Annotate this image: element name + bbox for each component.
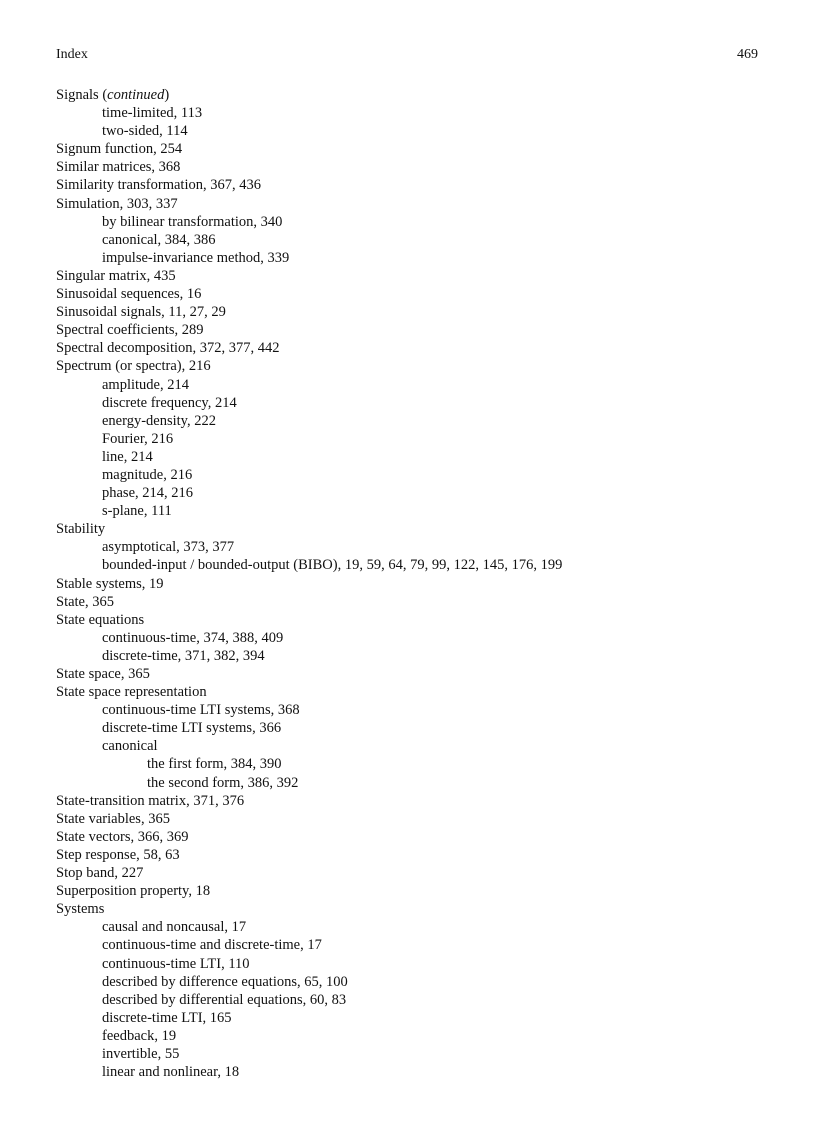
index-entry [56, 176, 776, 194]
index-entry [56, 285, 776, 303]
index-subentry [56, 448, 776, 466]
index-subentry [56, 502, 776, 520]
entry-text: time-limited, 113 [102, 105, 203, 122]
entry-text: the second form, 386, 392 [147, 774, 299, 791]
index-subentry [56, 918, 776, 936]
entry-text: Spectral decomposition, 372, 377, 442 [56, 340, 280, 357]
index-subentry [56, 249, 776, 267]
entry-text: Stop band, 227 [56, 865, 144, 882]
index-subentry [56, 737, 776, 755]
index-subentry [56, 484, 776, 502]
index-entry [56, 864, 776, 882]
entry-text: phase, 214, 216 [102, 485, 194, 502]
index-subentry [56, 955, 776, 973]
index-subentry [56, 556, 776, 574]
index-subentry [56, 973, 776, 991]
entry-text: State-transition matrix, 371, 376 [56, 792, 245, 809]
entry-text: Systems [56, 901, 105, 918]
entry-text: Spectrum (or spectra), 216 [56, 358, 211, 375]
entry-text: discrete-time, 371, 382, 394 [102, 647, 265, 664]
index-subentry [56, 1027, 776, 1045]
index-entry [56, 357, 776, 375]
entry-text: Sinusoidal sequences, 16 [56, 286, 202, 303]
entry-text: Stable systems, 19 [56, 575, 164, 592]
entry-text-suffix: ) [164, 87, 170, 103]
index-entry [56, 339, 776, 357]
index-subentry [56, 122, 776, 140]
entry-text: amplitude, 214 [102, 376, 189, 393]
entry-text: State equations [56, 611, 145, 628]
index-entry [56, 665, 776, 683]
entry-text: linear and nonlinear, 18 [102, 1064, 240, 1081]
entry-text: continuous-time, 374, 388, 409 [102, 629, 284, 646]
index-entry [56, 810, 776, 828]
index-entry [56, 575, 776, 593]
entry-text: discrete-time LTI systems, 366 [102, 720, 282, 737]
index-subentry [56, 1063, 776, 1081]
entry-text: canonical, 384, 386 [102, 231, 216, 248]
index-entry [56, 846, 776, 864]
entry-text: s-plane, 111 [102, 503, 172, 520]
index-entry [56, 158, 776, 176]
entry-text: described by difference equations, 65, 100 [102, 973, 348, 990]
entry-italic-text: continued [107, 87, 165, 103]
index-entry [56, 828, 776, 846]
entry-text: Spectral coefficients, 289 [56, 322, 204, 339]
entry-text: asymptotical, 373, 377 [102, 539, 235, 556]
entry-text: the first form, 384, 390 [147, 756, 282, 773]
index-subentry [56, 647, 776, 665]
entry-text: Similar matrices, 368 [56, 159, 181, 176]
index-subentry [56, 1045, 776, 1063]
index-subentry [56, 466, 776, 484]
index-entry [56, 303, 776, 321]
index-entry [56, 593, 776, 611]
entry-text: discrete-time LTI, 165 [102, 1009, 232, 1026]
index-entry [56, 683, 776, 701]
page-header [56, 47, 758, 67]
entry-text: Singular matrix, 435 [56, 267, 176, 284]
index-subentry [56, 412, 776, 430]
entry-text: line, 214 [102, 448, 153, 465]
running-head: Index [56, 47, 88, 62]
entry-text: State space, 365 [56, 666, 150, 682]
entry-text: bounded-input / bounded-output (BIBO), 19, 59, 64, 79, 99, 122, 145, 176, 199 [102, 557, 563, 574]
index-entry [56, 611, 776, 629]
entry-text: Superposition property, 18 [56, 883, 211, 900]
entry-text: continuous-time LTI, 110 [102, 955, 250, 972]
entry-text: State, 365 [56, 593, 114, 610]
index-subentry [56, 430, 776, 448]
index-entry [56, 86, 776, 104]
index-subentry [56, 991, 776, 1009]
index-entry-list [56, 86, 776, 1081]
entry-text: magnitude, 216 [102, 466, 193, 483]
entry-text: energy-density, 222 [102, 412, 216, 429]
index-entry [56, 792, 776, 810]
entry-text: Fourier, 216 [102, 430, 174, 447]
entry-text: continuous-time LTI systems, 368 [102, 702, 300, 719]
entry-text: Stability [56, 521, 106, 538]
index-subentry [56, 701, 776, 719]
entry-text: two-sided, 114 [102, 123, 188, 140]
index-subentry [56, 538, 776, 556]
entry-text: Sinusoidal signals, 11, 27, 29 [56, 304, 226, 321]
entry-text: canonical [102, 738, 158, 755]
index-subentry [56, 719, 776, 737]
index-entry [56, 900, 776, 918]
index-subentry [56, 104, 776, 122]
index-entry [56, 195, 776, 213]
index-subentry [56, 394, 776, 412]
index-entry [56, 267, 776, 285]
index-entry [56, 882, 776, 900]
entry-text: Similarity transformation, 367, 436 [56, 177, 261, 194]
entry-text: described by differential equations, 60, 83 [102, 991, 347, 1008]
index-entry [56, 520, 776, 538]
entry-text: causal and noncausal, 17 [102, 919, 247, 936]
index-entry [56, 140, 776, 158]
index-subentry [56, 629, 776, 647]
entry-text: State variables, 365 [56, 810, 170, 827]
entry-text: discrete frequency, 214 [102, 394, 237, 411]
index-subsubentry [56, 755, 776, 773]
entry-text: feedback, 19 [102, 1027, 177, 1044]
entry-text: impulse-invariance method, 339 [102, 249, 290, 266]
entry-text: Signum function, 254 [56, 141, 183, 158]
entry-text: State space representation [56, 684, 207, 701]
index-subentry [56, 231, 776, 249]
entry-text: Signals ( [56, 87, 108, 103]
page-number: 469 [737, 47, 758, 62]
index-subentry [56, 936, 776, 954]
index-subentry [56, 213, 776, 231]
entry-text: Simulation, 303, 337 [56, 195, 178, 212]
entry-text: invertible, 55 [102, 1045, 180, 1062]
index-subsubentry [56, 774, 776, 792]
entry-text: continuous-time and discrete-time, 17 [102, 937, 322, 954]
index-subentry [56, 376, 776, 394]
index-subentry [56, 1009, 776, 1027]
entry-text: State vectors, 366, 369 [56, 828, 189, 845]
entry-text: by bilinear transformation, 340 [102, 213, 283, 230]
index-entry [56, 321, 776, 339]
entry-text: Step response, 58, 63 [56, 846, 180, 863]
